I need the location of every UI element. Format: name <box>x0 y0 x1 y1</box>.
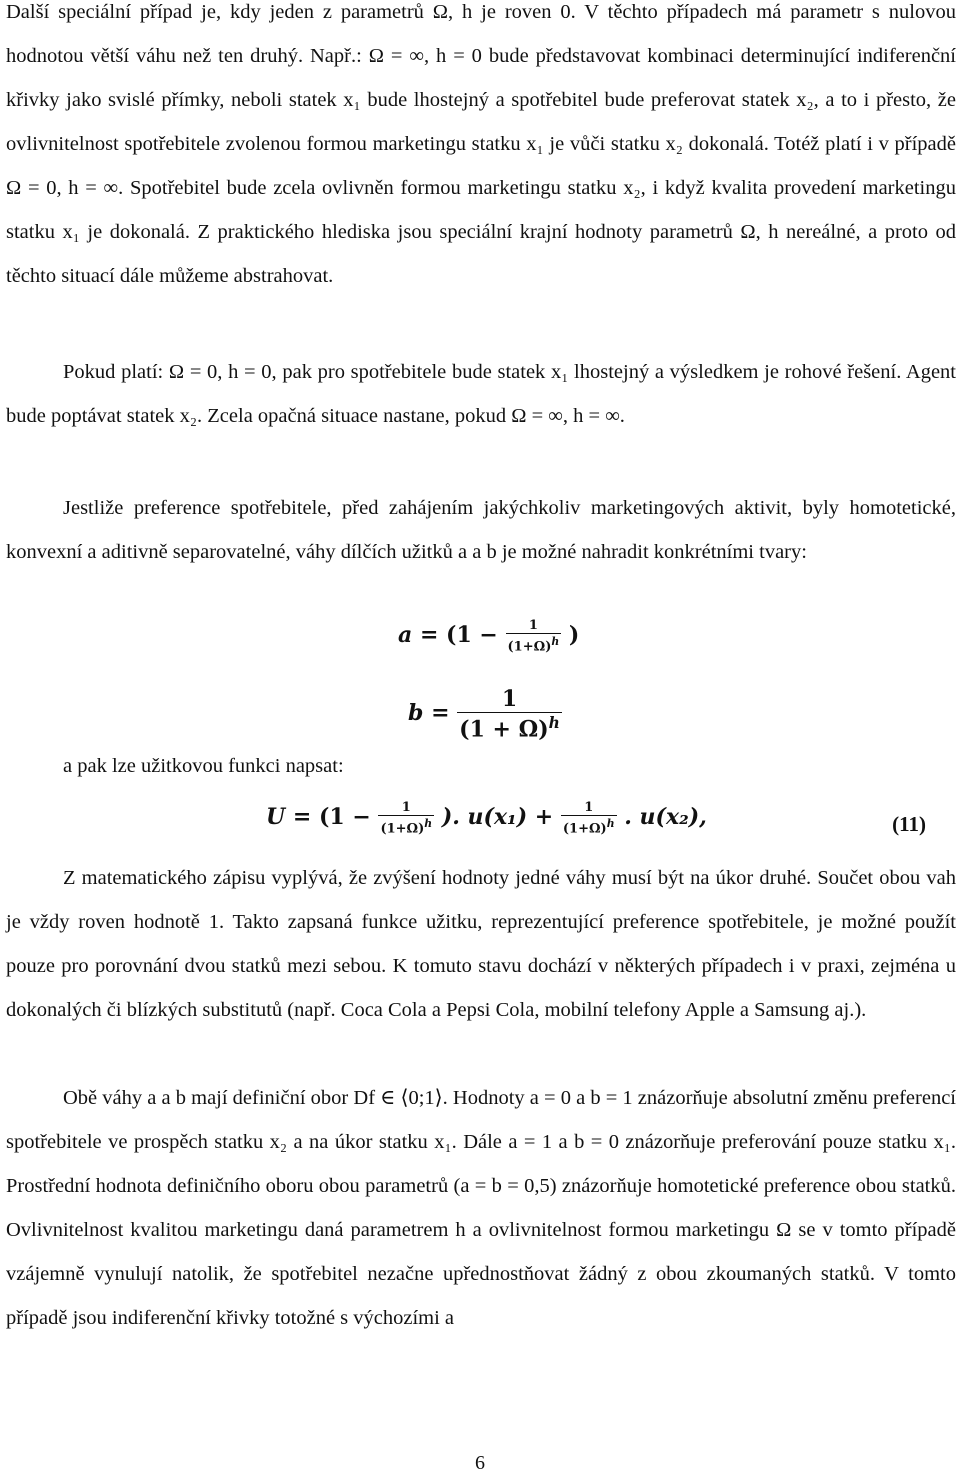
formula-a-den-base: (1+Ω) <box>507 639 552 655</box>
formula-a-open: (1 − <box>446 622 498 649</box>
formula-u-den2-exp: h <box>606 817 615 830</box>
formula-u-denominator-1 <box>378 815 434 836</box>
formula-b-fraction <box>457 686 562 742</box>
formula-a-close: ) <box>568 622 580 649</box>
formula-u-numerator-1: 1 <box>401 800 411 815</box>
formula-u-denominator-2 <box>561 815 617 836</box>
formula-b-den-exp: h <box>548 714 560 732</box>
formula-utility <box>266 800 707 836</box>
formula-u-fraction-2 <box>561 800 617 836</box>
formula-u-den1-base: (1+Ω) <box>380 821 425 837</box>
paragraph-interpretation: Z matematického zápisu vyplývá, že zvýšení hodnoty jedné váhy musí být na úkor druhé. Součet obou vah je vždy roven hodnotě 1. Takto zapsaná funkce užitku, reprezentující preference spotřebitele, je možné použít pouze pro porovnání dvou statků mezi sebou. K tomuto stavu dochází v některých případech i v praxi, zejména u dokonalých či blízkých substitutů (např. Coca Cola a Pepsi Cola, mobilní telefony Apple a Samsung aj.). <box>6 867 956 1021</box>
formula-a-numerator: 1 <box>528 618 538 633</box>
formula-b-denominator <box>457 712 562 742</box>
formula-b-eq: = <box>431 700 450 727</box>
formula-a-lhs: a <box>398 622 413 649</box>
utility-intro-text: a pak lze užitkovou funkci napsat: <box>63 755 344 777</box>
paragraph-special-case: Další speciální případ je, kdy jeden z parametrů Ω, h je roven 0. V těchto případech má parametr s nulovou hodnotou větší váhu než ten druhý. Např.: Ω = ∞, h = 0 bude představovat kombinaci determinující indiferenční křivky jako svislé přímky, neboli statek x₁ bude lhostejný a spotřebitel bude preferovat statek x₂, a to i přesto, že ovlivnitelnost spotřebitele zvolenou formou marketingu statku x₁ je vůči statku x₂ dokonalá. Totéž platí i v případě Ω = 0, h = ∞. Spotřebitel bude zcela ovlivněn formou marketingu statku x₂, i když kvalita provedení marketingu statku x₁ je dokonalá. Z praktického hlediska jsou speciální krajní hodnoty parametrů Ω, h nereálné, a proto od těchto situací dále můžeme abstrahovat. <box>6 1 956 287</box>
formula-u-tail: . u(x₂), <box>624 804 707 831</box>
formula-a-eq: = <box>419 622 439 649</box>
equation-number: (11) <box>892 812 926 836</box>
paragraph-domain: Obě váhy a a b mají definiční obor Df ∈ ⟨0;1⟩. Hodnoty a = 0 a b = 1 znázorňuje absolutní změnu preferencí spotřebitele ve prospěch statku x₂ a na úkor statku x₁. Dále a = 1 a b = 0 znázorňuje preferování pouze statku x₁. Prostřední hodnota definičního oboru obou parametrů (a = b = 0,5) znázorňuje homotetické preference obou statků. Ovlivnitelnost kvalitou marketingu daná parametrem h a ovlivnitelnost formou marketingu Ω se v tomto případě vzájemně vynulují natolik, že spotřebitel nezačne upřednostňovat žádný z obou zkoumaných statků. V tomto případě jsou indiferenční křivky totožné s výchozími a <box>6 1087 956 1329</box>
paragraph-corner-solution: Pokud platí: Ω = 0, h = 0, pak pro spotřebitele bude statek x₁ lhostejný a výsledkem je rohové řešení. Agent bude poptávat statek x₂. Zcela opačná situace nastane, pokud Ω = ∞, h = ∞. <box>6 361 956 427</box>
paragraph-preferences: Jestliže preference spotřebitele, před zahájením jakýchkoliv marketingových aktivit, byly homotetické, konvexní a aditivně separovatelné, váhy dílčích užitků a a b je možné nahradit konkrétními tvary: <box>6 497 956 563</box>
formula-u-numerator-2: 1 <box>584 800 594 815</box>
formula-u-fraction-1 <box>378 800 434 836</box>
formula-a-den-exp: h <box>551 635 560 648</box>
formula-b-den-base: (1 + Ω) <box>459 716 549 743</box>
formula-u-den2-base: (1+Ω) <box>562 821 607 837</box>
formula-u-eq: = <box>292 804 312 831</box>
formula-b-lhs: b <box>408 700 424 727</box>
page-number: 6 <box>475 1452 485 1474</box>
formula-u-open: (1 − <box>318 804 371 831</box>
formula-u-lhs: U <box>266 804 286 831</box>
formula-b-numerator: 1 <box>501 686 518 712</box>
formula-weight-b <box>408 686 562 742</box>
formula-a-fraction <box>506 618 562 654</box>
formula-weight-a <box>398 618 579 654</box>
formula-a-denominator <box>506 633 562 654</box>
formula-u-middle: ). u(x₁) + <box>441 804 554 831</box>
formula-u-den1-exp: h <box>424 817 433 830</box>
